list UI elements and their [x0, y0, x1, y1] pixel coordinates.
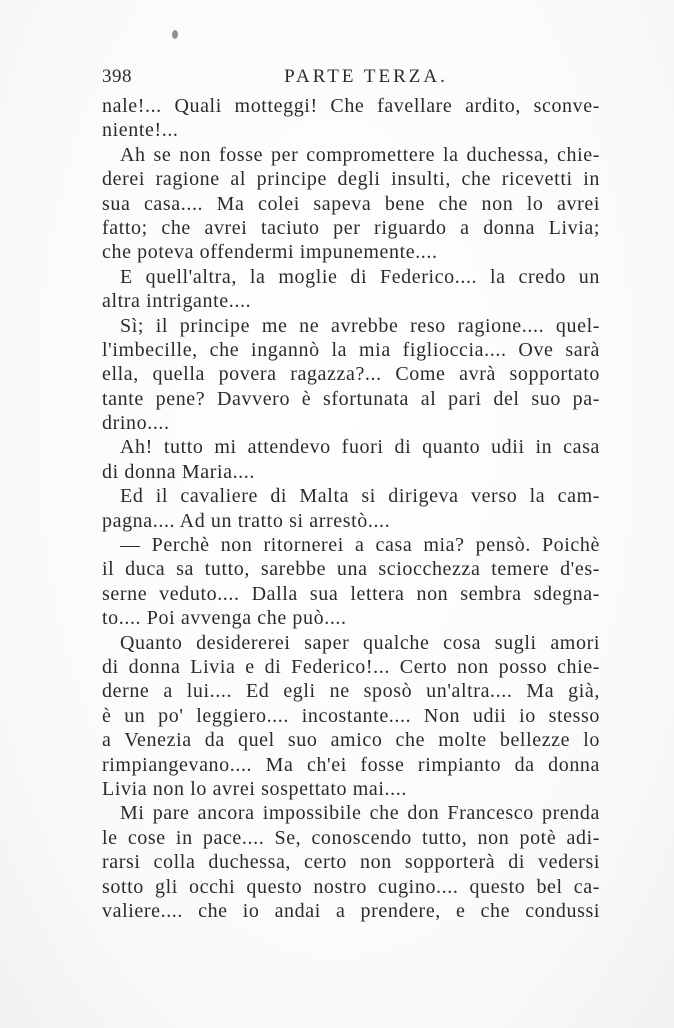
text-line: drino.... [102, 412, 170, 435]
text-line: di donna Livia e di Federico!... Certo non posso chie- [102, 655, 600, 678]
text-line: nale!... Quali motteggi! Che favellare ardito, sconve- [102, 95, 600, 117]
text-line: tante pene? Davvero è sfortunata al pari del suo pa- [102, 387, 600, 410]
text-line: il duca sa tutto, sarebbe una sciocchezza temere d'es- [102, 558, 600, 581]
text-line: niente!... [102, 119, 179, 142]
running-head: PARTE TERZA. [284, 66, 448, 87]
text-line: altra intrigante.... [102, 290, 252, 313]
text-line: Quanto desidererei saper qualche cosa sugli amori [120, 631, 600, 654]
text-line: ella, quella povera ragazza?... Come avrà sopportato [102, 363, 600, 386]
text-line: rarsi colla duchessa, certo non sopporterà di vedersi [102, 851, 600, 874]
text-line: derne a lui.... Ed egli ne sposò un'altra.... Ma già, [102, 680, 600, 703]
text-line: sotto gli occhi questo nostro cugino.... questo bel ca- [102, 875, 600, 898]
text-line: Livia non lo avrei sospettato mai.... [102, 777, 407, 800]
text-line: Ed il cavaliere di Malta si dirigeva verso la cam- [120, 485, 600, 508]
text-line: pagna.... Ad un tratto si arrestò.... [102, 509, 391, 532]
text-line: Mi pare ancora impossibile che don Francesco prenda [120, 802, 600, 825]
page-number: 398 [102, 66, 132, 87]
text-line: E quell'altra, la moglie di Federico.... la credo un [120, 265, 600, 288]
ink-speck [172, 30, 178, 39]
text-line: Ah! tutto mi attendevo fuori di quanto udii in casa [120, 436, 600, 459]
text-line: valiere.... che io andai a prendere, e che condussi [102, 899, 600, 922]
text-line: le cose in pace.... Se, conoscendo tutto, non potè adi- [102, 826, 600, 849]
text-line: fatto; che avrei taciuto per riguardo a donna Livia; [102, 216, 600, 239]
text-line: serne veduto.... Dalla sua lettera non sembra sdegna- [102, 582, 600, 605]
page-header [102, 66, 600, 94]
text-line: di donna Maria.... [102, 460, 255, 483]
text-line: è un po' leggiero.... incostante.... Non udii io stesso [102, 704, 600, 727]
text-line: l'imbecille, che ingannò la mia figlioccia.... Ove sarà [102, 338, 600, 361]
text-line: to.... Poi avvenga che può.... [102, 607, 347, 630]
text-line: a Venezia da quel suo amico che molte bellezze lo [102, 729, 600, 752]
text-line: Sì; il principe me ne avrebbe reso ragione.... quel- [120, 314, 600, 337]
text-line: — Perchè non ritornerei a casa mia? pensò. Poichè [120, 534, 600, 557]
text-line: Ah se non fosse per compromettere la duchessa, chie- [120, 143, 600, 166]
text-line: rimpiangevano.... Ma ch'ei fosse rimpianto da donna [102, 753, 600, 776]
text-line: che poteva offendermi impunemente.... [102, 241, 438, 264]
text-line: derei ragione al principe degli insulti, che ricevetti in [102, 168, 600, 191]
body-text [102, 94, 600, 923]
text-line: sua casa.... Ma colei sapeva bene che non lo avrei [102, 192, 600, 215]
